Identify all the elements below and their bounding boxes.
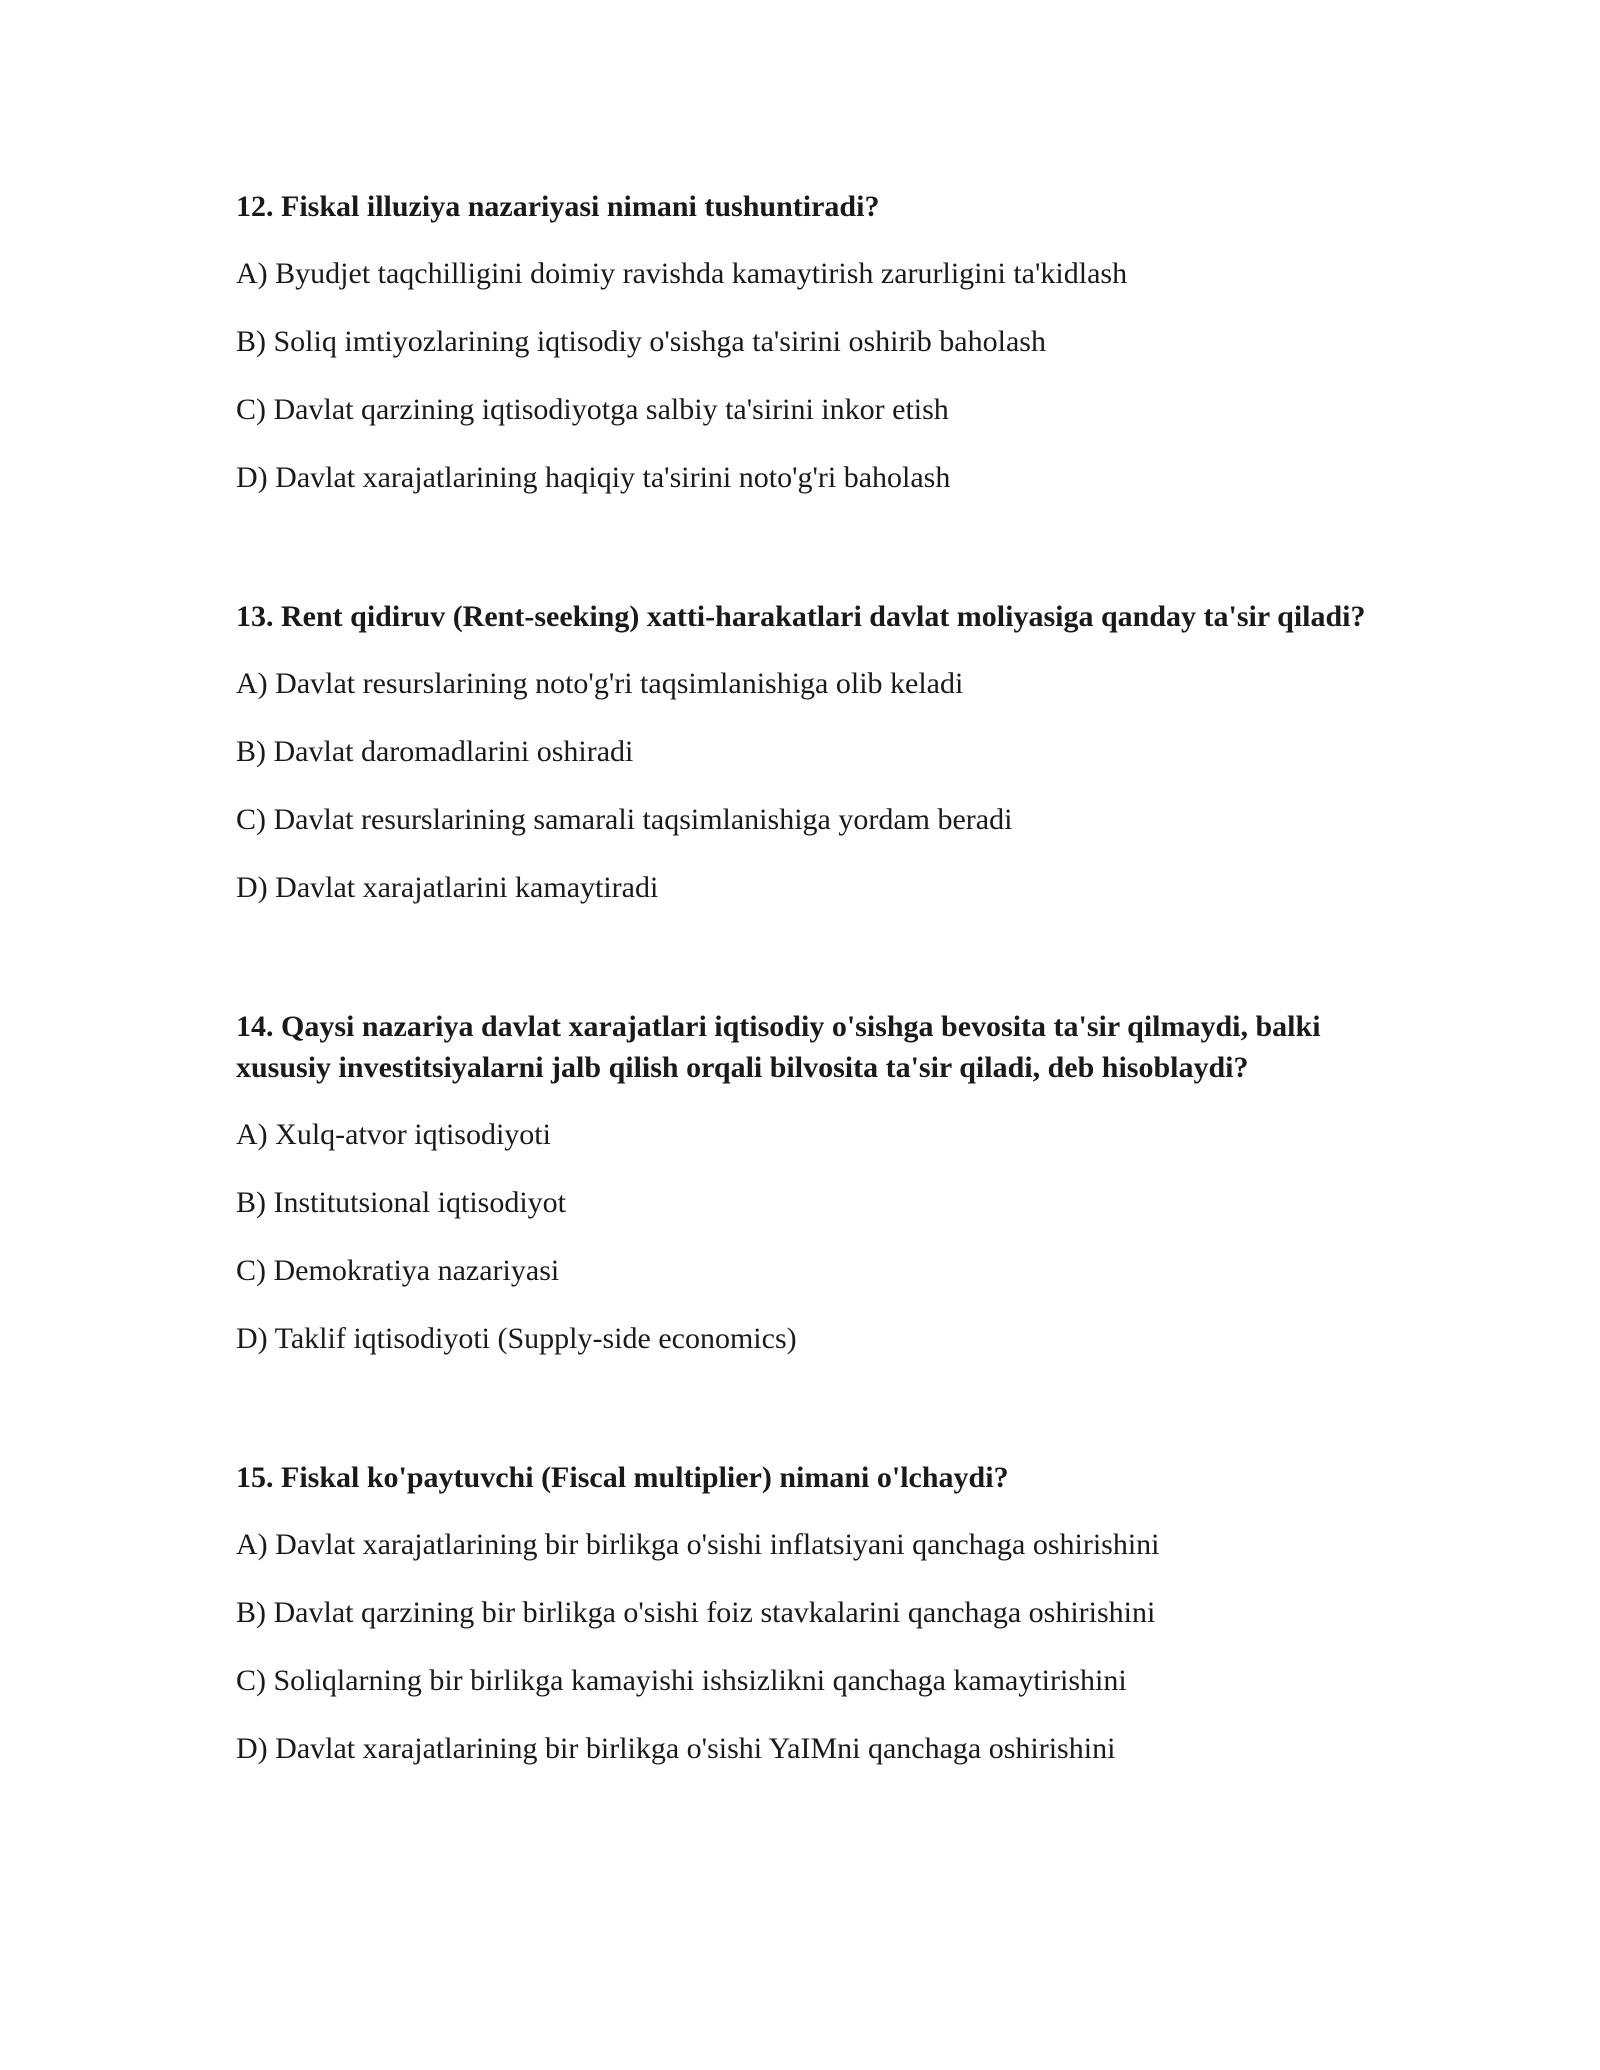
answer-option: C) Soliqlarning bir birlikga kamayishi ishsizlikni qanchaga kamaytirishini [236,1664,1127,1697]
answer-option: D) Davlat xarajatlarining bir birlikga o'sishi YaIMni qanchaga oshirishini [236,1732,1116,1765]
answer-option: C) Demokratiya nazariyasi [236,1254,560,1287]
answer-option: B) Institutsional iqtisodiyot [236,1186,567,1219]
question-title: 15. Fiskal ko'paytuvchi (Fiscal multiplier) nimani o'lchaydi? [236,1461,1009,1494]
question-12 [236,186,1366,498]
answer-option: B) Soliq imtiyozlarining iqtisodiy o'sishga ta'sirini oshirib baholash [236,325,1046,358]
answer-option: D) Taklif iqtisodiyoti (Supply-side economics) [236,1322,797,1355]
answer-option: D) Davlat xarajatlarini kamaytiradi [236,871,659,904]
answer-option: D) Davlat xarajatlarining haqiqiy ta'sirini noto'g'ri baholash [236,461,951,494]
question-title: 14. Qaysi nazariya davlat xarajatlari iqtisodiy o'sishga bevosita ta'sir qilmaydi, balki xususiy investitsiyalarni jalb qilish orqali bilvosita ta'sir qiladi, deb hisoblaydi? [236,1010,1321,1084]
question-14 [236,1006,1366,1359]
question-15 [236,1457,1366,1769]
answer-option: C) Davlat resurslarining samarali taqsimlanishiga yordam beradi [236,803,1013,836]
question-title: 12. Fiskal illuziya nazariyasi nimani tushuntiradi? [236,190,880,223]
answer-option: A) Davlat resurslarining noto'g'ri taqsimlanishiga olib keladi [236,667,964,700]
answer-option: A) Davlat xarajatlarining bir birlikga o'sishi inflatsiyani qanchaga oshirishini [236,1528,1160,1561]
question-13 [236,596,1366,908]
answer-option: B) Davlat qarzining bir birlikga o'sishi foiz stavkalarini qanchaga oshirishini [236,1596,1156,1629]
question-title: 13. Rent qidiruv (Rent-seeking) xatti-harakatlari davlat moliyasiga qanday ta'sir qiladi? [236,600,1366,633]
answer-option: A) Byudjet taqchilligini doimiy ravishda kamaytirish zarurligini ta'kidlash [236,257,1128,290]
question-list [236,186,1366,1867]
answer-option: C) Davlat qarzining iqtisodiyotga salbiy ta'sirini inkor etish [236,393,949,426]
answer-option: B) Davlat daromadlarini oshiradi [236,735,634,768]
answer-option: A) Xulq-atvor iqtisodiyoti [236,1118,551,1151]
